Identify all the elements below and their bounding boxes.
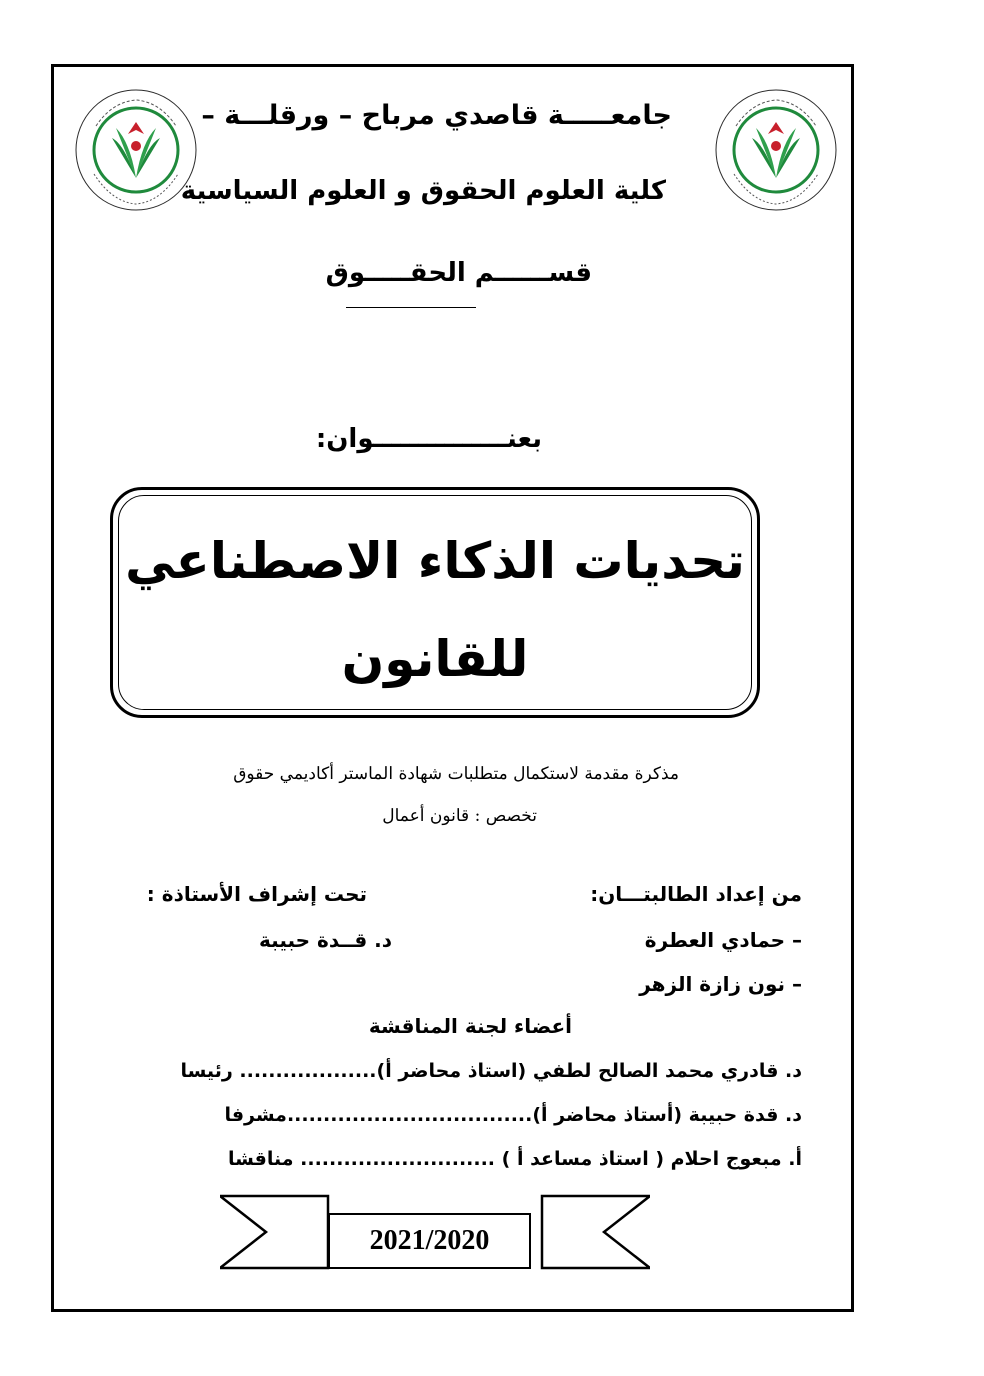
faculty-name: كلية العلوم الحقوق و العلوم السياسية: [180, 176, 666, 206]
academic-year: 2021/2020: [328, 1213, 531, 1269]
student-name: – حمادي العطرة: [644, 928, 802, 952]
thesis-purpose: مذكرة مقدمة لاستكمال متطلبات شهادة الماستر أكاديمي حقوق: [233, 764, 679, 784]
thesis-title-line1: تحديات الذكاء الاصطناعي: [125, 532, 745, 590]
student-name: – نون زازة الزهر: [639, 972, 802, 996]
title-label: بعنـــــــــــــــوان:: [315, 424, 542, 454]
university-name: جامعـــــة قاصدي مرباح – ورقلـــة –: [201, 100, 672, 131]
committee-label: أعضاء لجنة المناقشة: [368, 1014, 572, 1038]
supervisor-label: تحت إشراف الأستاذة :: [146, 882, 367, 906]
thesis-title-line2: للقانون: [341, 630, 529, 688]
committee-member: د. قدة حبيبة (أستاذ محاضر أ)..................................مشرفا: [224, 1104, 802, 1126]
committee-member: د. قادري محمد الصالح لطفي (استاذ محاضر أ)................... رئيسا: [180, 1060, 802, 1082]
thesis-title-box: [110, 487, 760, 718]
department-underline: [346, 307, 476, 308]
students-label: من إعداد الطالبتـــان:: [590, 882, 802, 906]
university-logo-right: [712, 86, 840, 214]
committee-member: أ. مبعوج احلام ( استاذ مساعد أ ) ........................... مناقشا: [227, 1148, 802, 1170]
university-emblem-icon: [712, 86, 840, 214]
supervisor-name: د. قــدة حبيبة: [259, 928, 392, 952]
thesis-specialty: تخصص : قانون أعمال: [382, 806, 537, 826]
department-name: قســــــم الحقـــــوق: [325, 258, 592, 288]
